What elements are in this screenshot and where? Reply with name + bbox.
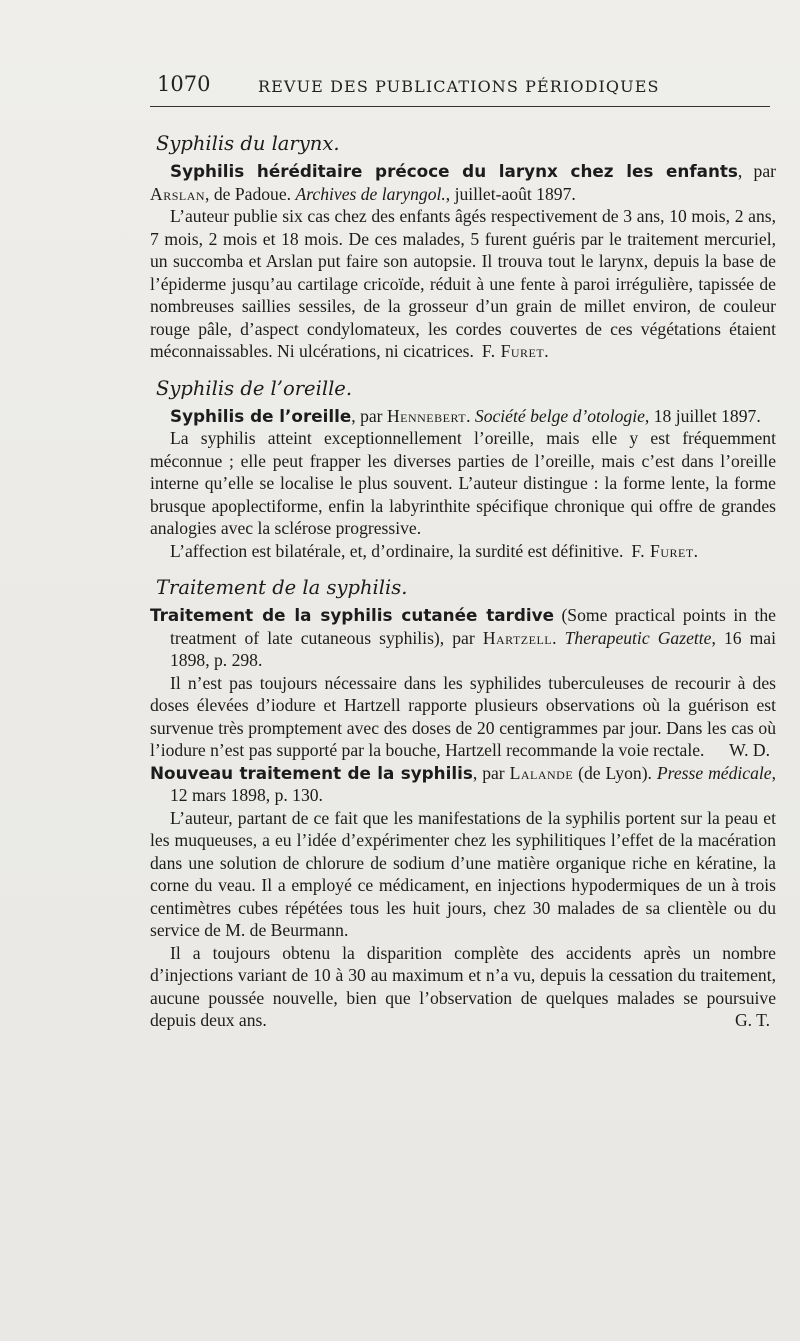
article-heading-oreille (150, 405, 776, 428)
article-byline: , par (737, 161, 776, 181)
article-location: , de Padoue. (205, 183, 296, 204)
article-paragraph: La syphilis atteint exceptionnellement l’oreille, mais elle y est fréquemment méconnue ; elle peut frapper les diverses parties de l’oreille, mais c’est dans l’oreille interne qu’elle se localise le plus souvent. L’auteur distingue : la forme lente, la forme brusque apoplectiforme, enfin la labyrinthite spécifique chronique qui offre de grandes analogies avec la sclérose progressive. (150, 428, 776, 538)
article-author: Lalande (509, 762, 574, 783)
article-journal: Société belge d’otologie (474, 405, 645, 426)
article-journal: Archives de laryngol. (295, 183, 446, 204)
article-journal: Presse médicale (656, 762, 772, 783)
section-title-oreille: Syphilis de l’oreille. (156, 376, 353, 400)
article-paragraph: L’affection est bilatérale, et, d’ordinaire, la surdité est définitive. F. Furet. (170, 540, 699, 561)
article-date: , juillet-août 1897. (445, 183, 576, 204)
running-head (150, 70, 770, 100)
article-signature: F. Furet. (481, 341, 550, 361)
article-date: , 18 juillet 1897. (644, 405, 761, 426)
article-author: Hennebert (386, 405, 467, 426)
article-byline: , par (472, 762, 510, 783)
article-paragraph: Il n’est pas toujours nécessaire dans les syphilides tuberculeuses de recourir à des doses élevées d’iodure et Hartzell rapporte plusieurs observations où la guérison est survenue très promptement avec des doses de 20 centigrammes par jour. Dans les cas où l’iodure n’est pas supporté par la bouche, Hartzell recommande la voie rectale. W. D. (150, 672, 776, 760)
section-title-traitement: Traitement de la syphilis. (156, 576, 408, 599)
article-heading-lalande (150, 762, 776, 807)
header-rule (150, 106, 770, 107)
article-title: Syphilis héréditaire précoce du larynx chez les enfants (170, 161, 738, 181)
article-date: , 16 mai 1898, p. 298. (170, 627, 777, 670)
section-title-larynx: Syphilis du larynx. (156, 132, 340, 155)
article-location: . (552, 627, 565, 648)
article-signature: W. D. (729, 740, 770, 760)
page-number: 1070 (157, 72, 211, 96)
article-journal: Therapeutic Gazette (564, 627, 712, 648)
article-title: Nouveau traitement de la syphilis (150, 762, 473, 783)
page-content (150, 124, 776, 1032)
journal-title: REVUE DES PUBLICATIONS PÉRIODIQUES (258, 77, 660, 96)
article-title: Syphilis de l’oreille (170, 405, 352, 426)
article-title: Traitement de la syphilis cutanée tardive (150, 605, 554, 625)
article-author: Hartzell (482, 627, 553, 648)
article-date: , 12 mars 1898, p. 130. (170, 762, 776, 805)
article-heading-hartzell (150, 604, 776, 672)
article-paragraph: L’auteur, partant de ce fait que les manifestations de la syphilis portent sur la peau et les muqueuses, a eu l’idée d’expérimenter chez les syphilitiques l’effet de la macération dans une solution de chlorure de sodium d’une matière organique riche en kératine, la corne du veau. Il a employé ce médicament, en injections hypodermiques de un à trois centimètres cubes répétées tous les huit jours, chez 30 malades de sa clientèle ou du service de M. de Beurmann. (150, 807, 776, 940)
article-heading-larynx (150, 160, 776, 205)
article-signature: G. T. (734, 1010, 770, 1030)
article-signature: F. Furet. (631, 540, 699, 561)
article-paragraph: Il a toujours obtenu la disparition complète des accidents après un nombre d’injections variant de 10 à 30 au maximum et n’a vu, depuis la cessation du traitement, aucune poussée nouvelle, bien que l’observation de quelques malades se poursuive depuis deux ans. G. T. (150, 942, 776, 1030)
article-location: (de Lyon). (573, 762, 657, 783)
article-byline: (Some practical points in the treatment of late cutaneous syphilis), par (170, 605, 776, 648)
article-location: . (466, 405, 475, 426)
article-byline: , par (351, 405, 387, 426)
article-author: Arslan (150, 183, 206, 204)
article-paragraph: L’auteur publie six cas chez des enfants âgés respectivement de 3 ans, 10 mois, 2 ans, 7 mois, 2 mois et 18 mois. De ces malades, 5 furent guéris par le traitement mercuriel, un succomba et Arslan put faire son autopsie. Il trouva tout le larynx, depuis la base de l’épiderme jusqu’au cartilage cricoïde, réduit à une fente à paroi irrégulière, tapissée de nombreuses saillies sessiles, de la grosseur d’un grain de millet environ, de couleur rouge pâle, d’aspect condylomateux, les cordes couvertes de ces végétations étaient méconnaissables. Ni ulcérations, ni cicatrices. F. Furet. (150, 206, 776, 361)
